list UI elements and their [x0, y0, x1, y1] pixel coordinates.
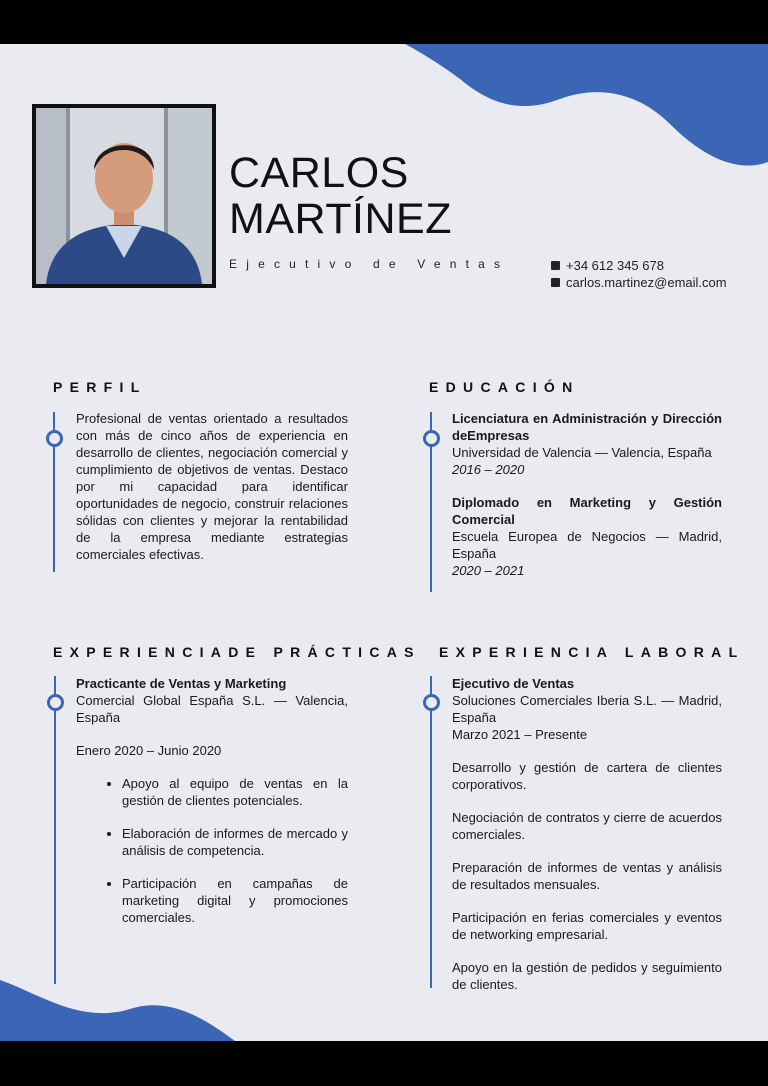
education-item [452, 410, 722, 478]
profile-photo [32, 104, 216, 288]
laboral-block [452, 675, 722, 993]
practicas-company: Comercial Global España S.L. — Valencia, España [76, 693, 348, 725]
laboral-timeline-dot [423, 694, 440, 711]
laboral-role: Ejecutivo de Ventas [452, 676, 575, 691]
perfil-timeline-dot [46, 430, 63, 447]
perfil-text: Profesional de ventas orientado a resultados con más de cinco años de experiencia en desarrollo de clientes, negociación comercial y cumplimiento de objetivos de ventas. Destaco por mi capacidad para identificar oportunidades de negocio, construir relaciones sólidas con clientes y mejorar la rentabilidad de la empresa mediante estrategias comerciales efectivas. [76, 411, 348, 562]
phone-row [551, 257, 727, 274]
list-item: • Apoyo al equipo de ventas en la gestión de clientes potenciales. [122, 775, 348, 809]
last-name: MARTÍNEZ [229, 195, 452, 243]
list-item: • Elaboración de informes de mercado y análisis de competencia. [122, 825, 348, 859]
perfil-heading: PERFIL [53, 379, 147, 395]
educacion-heading: EDUCACIÓN [429, 379, 580, 395]
laboral-timeline [430, 676, 432, 988]
degree-school: Escuela Europea de Negocios — Madrid, España [452, 529, 722, 561]
practicas-bullets [76, 775, 348, 926]
top-right-wave [405, 44, 768, 166]
phone-icon [551, 261, 560, 270]
email-row [551, 274, 727, 291]
list-item: • Participación en campañas de marketing digital y promociones comerciales. [122, 875, 348, 926]
practicas-block [76, 675, 348, 942]
degree-school: Universidad de Valencia — Valencia, España [452, 445, 712, 460]
list-item: Preparación de informes de ventas y análisis de resultados mensuales. [452, 860, 722, 892]
resume-page [0, 44, 768, 1041]
portrait-illustration [36, 108, 212, 284]
first-name: CARLOS [229, 149, 409, 197]
laboral-dates: Marzo 2021 – Presente [452, 727, 588, 742]
practicas-timeline [54, 676, 56, 984]
laboral-company: Soluciones Comerciales Iberia S.L. — Madrid, España [452, 693, 722, 725]
list-item: Negociación de contratos y cierre de acuerdos comerciales. [452, 810, 722, 842]
candidate-name [229, 150, 529, 242]
email-icon [551, 278, 560, 287]
list-item: Apoyo en la gestión de pedidos y seguimiento de clientes. [452, 960, 722, 992]
practicas-heading: EXPERIENCIADE PRÁCTICAS [53, 644, 421, 660]
practicas-role: Practicante de Ventas y Marketing [76, 676, 287, 691]
educacion-list [452, 410, 722, 579]
practicas-dates: Enero 2020 – Junio 2020 [76, 743, 222, 758]
job-title: Ejecutivo de Ventas [229, 257, 510, 271]
list-item: Desarrollo y gestión de cartera de clientes corporativos. [452, 760, 722, 792]
contact-info [551, 257, 727, 291]
degree-title: Diplomado en Marketing y Gestión Comercial [452, 495, 722, 527]
education-item [452, 494, 722, 579]
phone-number: +34 612 345 678 [566, 258, 664, 273]
degree-dates: 2020 – 2021 [452, 563, 525, 578]
degree-dates: 2016 – 2020 [452, 462, 525, 477]
bottom-left-wave [0, 980, 235, 1041]
laboral-heading: EXPERIENCIA LABORAL [439, 644, 745, 660]
list-item: Participación en ferias comerciales y eventos de networking empresarial. [452, 910, 722, 942]
degree-title: Licenciatura en Administración y Dirección deEmpresas [452, 411, 722, 443]
educacion-timeline-dot [423, 430, 440, 447]
practicas-timeline-dot [47, 694, 64, 711]
email-address: carlos.martinez@email.com [566, 275, 727, 290]
